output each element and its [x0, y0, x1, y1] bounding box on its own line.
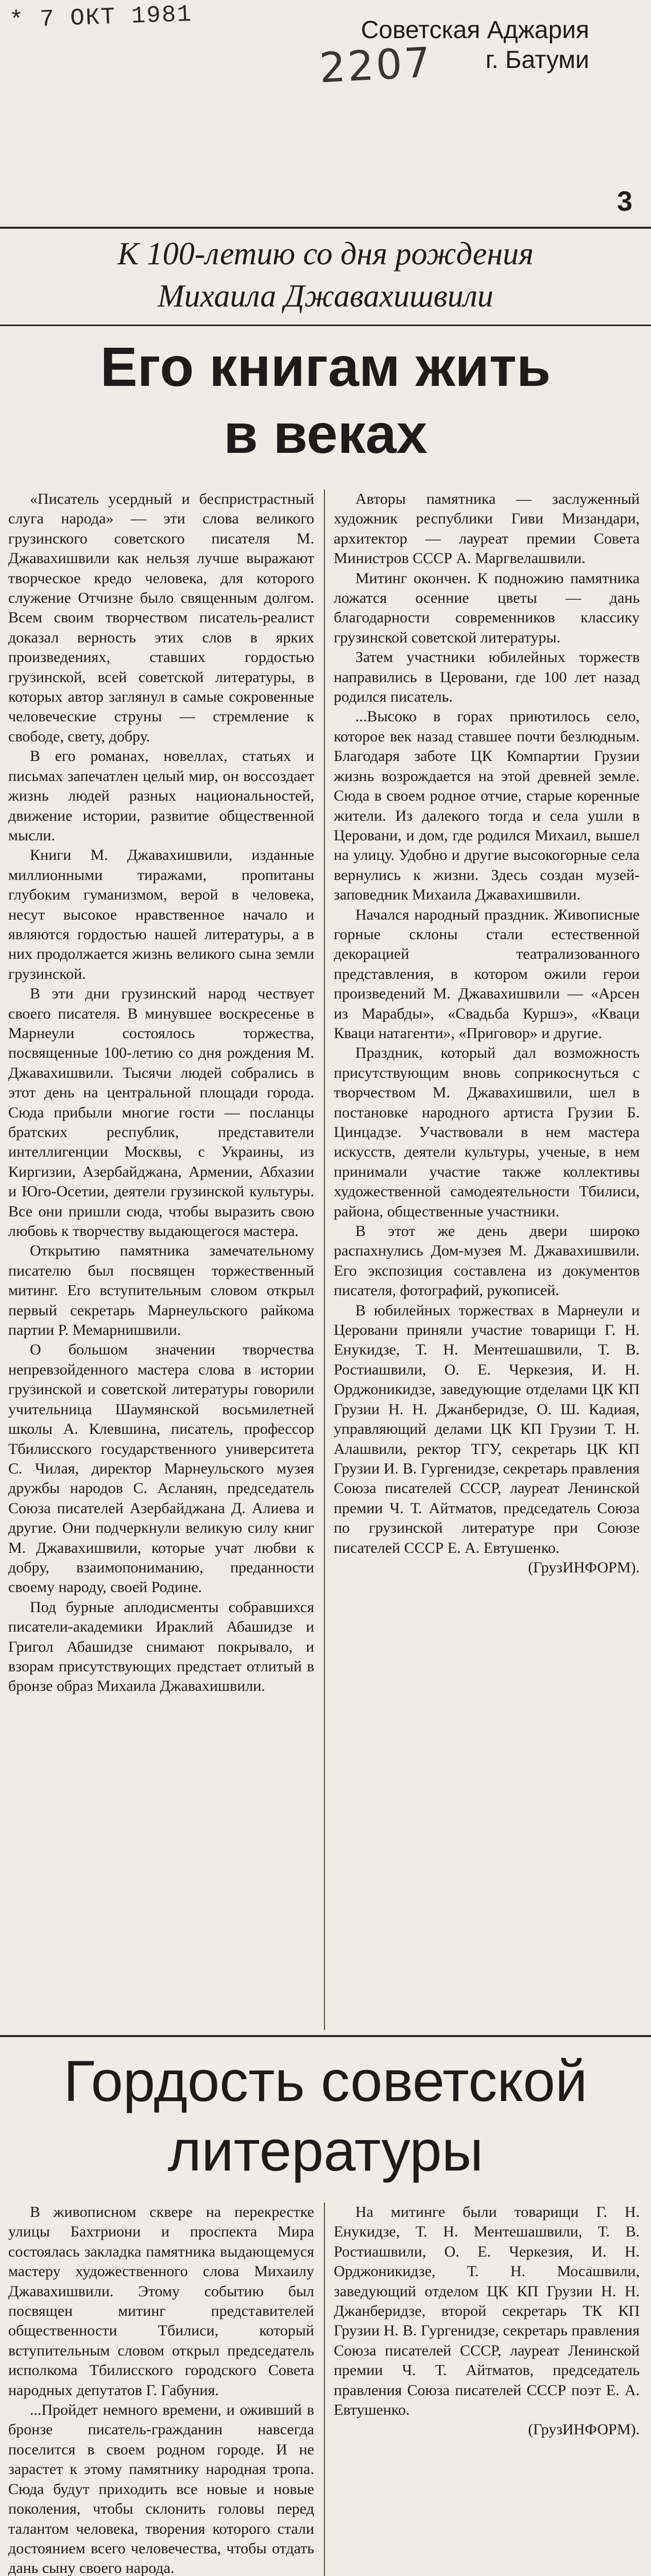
paragraph: Открытию памятника замечательному писателю был посвящен торжественный митинг. Его вступительным словом открыл первый секретарь Марнеульского райкома партии Р. Мемарнишвили.: [8, 1242, 314, 1339]
paragraph: Праздник, который дал возможность присутствующим вновь соприкоснуться с творчеством М. Джавахишвили, шел в постановке народного артиста Грузии Б. Цинцадзе. Участвовали в нем мастера искусств, деятели культуры, ученые, в нем принимали участие также коллективы художественной самодеятельности Тбилиси, района, общественные участники.: [334, 1044, 640, 1220]
page-number: 3: [616, 186, 632, 217]
column-divider: [324, 489, 325, 2030]
paragraph: О большом значении творчества непревзойденного мастера слова в истории грузинской и советской литературы говорили учительница Шаумянской восьмилетней школы А. Клевшина, писатель, профессор Тбилисского государственного университета С. Чилая, директор Марнеульского музея дружбы народов С. Асланян, председатель Союза писателей Азербайджана Д. Алиева и другие. Они подчеркнули великую силу книг М. Джавахишвили, которые учат любви к добру, взаимопониманию, преданности своему народу, своей Родине.: [8, 1341, 314, 1596]
paragraph: В юбилейных торжествах в Марнеули и Церовани приняли участие товарищи Г. Н. Енукидзе, Т. Н. Ментешашвили, Т. В. Ростиашвили, О. Е. Черкезия, И. Н. Орджоникидзе, заведующие отделами ЦК КП Грузии Н. Н. Джанберидзе, О. Ш. Кадиая, управляющий делами ЦК КП Грузии Т. Н. Алашвили, ректор ТГУ, секретарь ЦК КП Грузии И. В. Гургенидзе, секретарь правления Союза писателей СССР, лауреат Ленинской премии Ч. Т. Айтматов, председатель Союза по грузинской литературе при Союзе писателей СССР Е. А. Евтушенко.: [334, 1301, 640, 1556]
newspaper-masthead: [361, 15, 589, 75]
paragraph: В этот же день двери широко распахнулись Дом-музея М. Джавахишвили. Его экспозиция составлена из документов писателя, фотографий, рукописей.: [334, 1223, 640, 1299]
paragraph: «Писатель усердный и беспристрастный слуга народа» — эти слова великого грузинского советского писателя М. Джавахишвили как нельзя лучше выражают творческое кредо человека, для которого служение Отчизне было священным долгом. Всем своим творчеством писатель-реалист доказал верность этих слов в ярких произведениях, ставших гордостью грузинской, всей советской литературы, в которых автор заглянул в самые сокровенные человеческие струны — стремление к свободе, свету, добру.: [8, 490, 314, 745]
column-divider: [324, 2202, 325, 2576]
paragraph: В его романах, новеллах, статьях и письмах запечатлен целый мир, он воссоздает жизнь людей разных национальностей, движение истории, развитие общественной мысли.: [8, 748, 314, 844]
article2-left-column: [8, 2202, 314, 2576]
archive-number: 2207: [318, 38, 434, 92]
paragraph: На митинге были товарищи Г. Н. Енукидзе, Т. Н. Ментешашвили, Т. В. Ростиашвили, О. Е. Черкезия, И. Н. Орджоникидзе, Т. Н. Мосашвили, заведующий отделом ЦК КП Грузии Н. Н. Джанберидзе, второй секретарь ТК КП Грузии Н. В. Гургенидзе, секретарь правления Союза писателей СССР, лауреат Ленинской премии Ч. Т. Айтматов, председатель правления Союза писателей СССР поэт Е. А. Евтушенко.: [334, 2204, 640, 2419]
anniversary-kicker-2: Михаила Джавахишвили: [158, 279, 493, 314]
article2-headline-line2: литературы: [167, 2119, 484, 2183]
paragraph: Авторы памятника — заслуженный художник республики Гиви Мизандари, архитектор — лауреат премии Совета Министров СССР А. Маргвелашвили.: [334, 490, 640, 567]
article1-left-column: [8, 489, 314, 2030]
paragraph: Затем участники юбилейных торжеств направились в Церовани, где 100 лет назад родился писатель.: [334, 649, 640, 706]
paragraph: В живописном сквере на перекрестке улицы Бахтриони и проспекта Мира состоялась закладка памятника выдающемуся мастеру художественного слова Михаилу Джавахишвили. Этому событию был посвящен митинг представителей общественности Тбилиси, который вступительным словом открыл председатель исполкома Тбилисского городского Совета народных депутатов Г. Габуния.: [8, 2204, 314, 2399]
paragraph: Книги М. Джавахишвили, изданные миллионными тиражами, пропитаны глубоким гуманизмом, верой в человека, несут высокое нравственное начало и являются гордостью нашей литературы, а в них продолжается жизнь великого сына земли грузинской.: [8, 846, 314, 982]
article1-right-column: [334, 489, 640, 2030]
article1-headline-line2: в веках: [224, 402, 427, 465]
date-stamp: * 7 ОКТ 1981: [9, 1, 193, 35]
newspaper-city: г. Батуми: [485, 46, 589, 74]
top-rule: [0, 227, 651, 229]
paragraph: Под бурные аплодисменты собравшихся писатели-академики Ираклий Абашидзе и Григол Абашидзе снимают покрывало, и взорам присутствующих предстает отлитый в бронзе образ Михаила Джавахишвили.: [8, 1598, 314, 1695]
paragraph: В эти дни грузинский народ чествует своего писателя. В минувшее воскресенье в Марнеули состоялось торжества, посвященные 100-летию со дня рождения М. Джавахишвили. Тысячи людей собрались в этот день на центральной площади города. Сюда прибыли многие гости — посланцы братских республик, представители интеллигенции Москвы, с Украины, из Киргизии, Азербайджана, Армении, Абхазии и Юго-Осетии, деятели грузинской культуры. Все они пришли сюда, чтобы выразить свою любовь к творчеству выдающегося мастера.: [8, 985, 314, 1240]
news-agency-credit: (ГрузИНФОРМ).: [528, 1558, 640, 1576]
article2-headline-line1: Гордость советской: [63, 2049, 588, 2113]
article2-right-column: [334, 2202, 640, 2576]
article1-headline-line1: Его книгам жить: [100, 335, 551, 398]
newspaper-name: Советская Аджария: [361, 16, 589, 44]
kicker-rule: [0, 325, 651, 326]
news-agency-credit: (ГрузИНФОРМ).: [528, 2421, 640, 2438]
paragraph: ...Пройдет немного времени, и оживший в бронзе писатель-гражданин навсегда поселится в своем родном городе. И не зарастет к этому памятнику народная тропа. Сюда будут приходить все новые и новые поколения, чтобы склонить головы перед талантом человека, творения которого стали достоянием всего человечества, чтобы отдать дань сыну своего народа.: [8, 2401, 314, 2576]
paragraph: ...Высоко в горах приютилось село, которое век назад ставшее почти безлюдным. Благодаря заботе ЦК Компартии Грузии жизнь возрождается на этой древней земле. Сюда в своем родное отчие, старые коренные жители. Из далекого тогда и села ушли в Церовани, и дом, где родился Михаил, вышел на улицу. Удобно и другие высокогорные села вернулись к жизни. Здесь создан музей-заповедник Михаила Джавахишвили.: [334, 708, 640, 904]
paragraph: Начался народный праздник. Живописные горные склоны стали естественной декорацией театрализованного представления, в котором ожили герои произведений М. Джавахишвили — «Арсен из Марабды», «Свадьба Куршэ», «Кваци Кваци натагенти», «Приговор» и другие.: [334, 906, 640, 1042]
section-rule: [0, 2035, 651, 2037]
anniversary-kicker-1: К 100-летию со дня рождения: [117, 236, 534, 272]
paragraph: Митинг окончен. К подножию памятника ложатся осенние цветы — дань благодарности современников классику грузинской советской литературы.: [334, 569, 640, 646]
